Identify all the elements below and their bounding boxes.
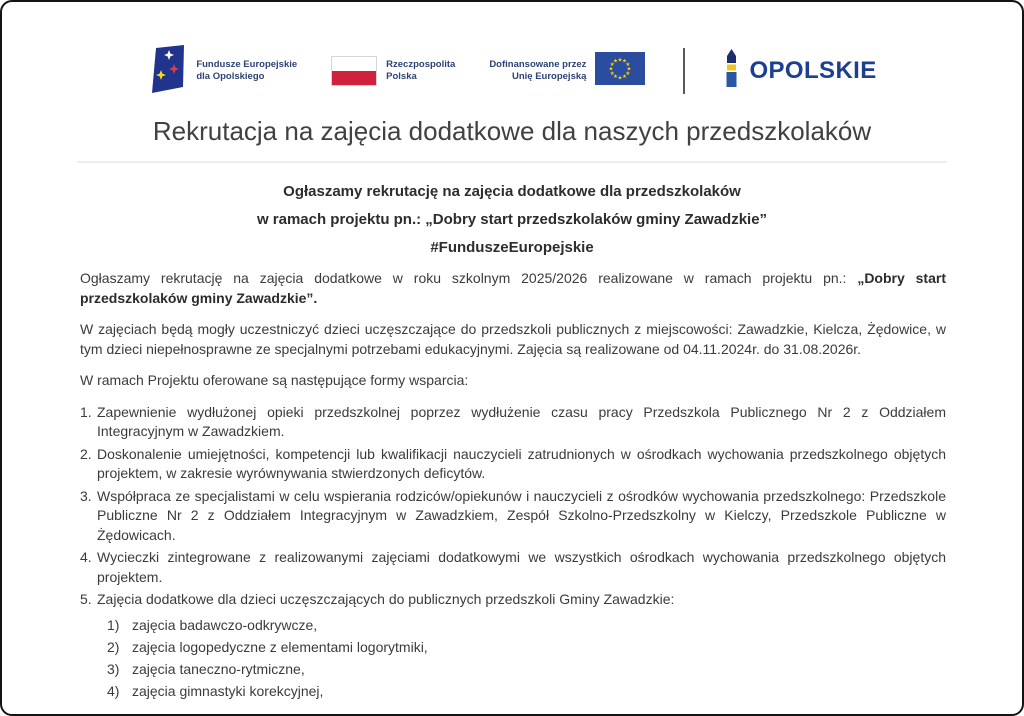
sublist-item-marker: 1) <box>107 616 120 633</box>
svg-text:★: ★ <box>610 61 616 68</box>
list-item-text: Wycieczki zintegrowane z realizowanymi zajęciami dodatkowymi we wszystkich ośrodkach wychowania przedszkolnego objętych projektem. <box>97 549 946 585</box>
intro-line-3-hashtag: #FunduszeEuropejskie <box>430 239 594 256</box>
list-item <box>80 487 946 546</box>
svg-text:★: ★ <box>613 74 619 81</box>
svg-text:★: ★ <box>622 74 628 81</box>
intro-line-2: w ramach projektu pn.: „Dobry start przedszkolaków gminy Zawadzkie” <box>256 211 768 228</box>
sublist-item-text: zajęcia logopedyczne z elementami logorytmiki, <box>132 638 428 655</box>
opolskie-wordmark: OPOLSKIE <box>749 57 877 84</box>
list-item-marker: 3. <box>80 487 92 504</box>
sublist-item-text: zajęcia taneczno-rytmiczne, <box>132 660 305 677</box>
svg-text:★: ★ <box>608 66 614 73</box>
list-item <box>80 445 946 484</box>
support-forms-list <box>80 403 946 702</box>
intro-block <box>2 184 1022 256</box>
logo-opolskie <box>723 49 876 94</box>
list-item <box>80 548 946 587</box>
svg-text:★: ★ <box>625 70 631 77</box>
svg-text:★: ★ <box>610 70 616 77</box>
eu-funding-label: Dofinansowane przez Unię Europejską <box>489 58 587 82</box>
sublist-item <box>107 638 946 658</box>
sublist-item-marker: 2) <box>107 638 120 655</box>
rzeczpospolita-polska-label: Rzeczpospolita Polska <box>386 58 456 82</box>
list-item-text: Doskonalenie umiejętności, kompetencji lub kwalifikacji nauczycieli zatrudnionych w ośrodkach wychowania przedszkolnego objętych projektem, w zakresie wyrównywania stwierdzonych deficytów. <box>97 445 946 481</box>
svg-text:★: ★ <box>617 57 623 64</box>
sublist-item <box>107 616 946 636</box>
logo-divider-bar <box>683 48 685 94</box>
article-body <box>80 269 946 701</box>
logo-rzeczpospolita-polska <box>331 56 455 86</box>
list-item-text: Współpraca ze specjalistami w celu wspierania rodziców/opiekunów i nauczycieli z ośrodków wychowania przedszkolnego: Przedszkole Publiczne Nr 2 z Oddziałem Integracyjnym w Zawadzkiem, Zespół Szkolno-Przedszkolny w Kielczy, Przedszkole Publiczne w Żędowicach. <box>97 487 946 543</box>
sublist-item <box>107 660 946 680</box>
sublist-item-marker: 3) <box>107 660 120 677</box>
sublist-item-marker: 4) <box>107 682 120 699</box>
sublist-item <box>107 682 946 702</box>
fundusze-europejskie-label: Fundusze Europejskie dla Opolskiego <box>196 58 298 82</box>
paragraph-announcement <box>80 269 946 308</box>
page-title: Rekrutacja na zajęcia dodatkowe dla naszych przedszkolaków <box>152 116 872 146</box>
funding-logos-row <box>2 44 1022 98</box>
title-divider <box>77 161 947 163</box>
svg-text:★: ★ <box>626 66 632 73</box>
list-item <box>80 590 946 610</box>
list-item-marker: 2. <box>80 445 92 462</box>
list-item-marker: 1. <box>80 403 92 420</box>
list-item-text: Zapewnienie wydłużonej opieki przedszkolnej poprzez wydłużenie czasu pracy Przedszkola Publicznego Nr 2 z Oddziałem Integracyjnym w Zawadzkiem. <box>97 403 946 439</box>
list-item-text: Zajęcia dodatkowe dla dzieci uczęszczających do publicznych przedszkoli Gminy Zawadzkie: <box>97 591 675 607</box>
list-item-marker: 4. <box>80 549 92 565</box>
list-item-marker: 5. <box>80 591 92 607</box>
logo-eu-funding <box>489 52 645 90</box>
fundusze-europejskie-flag-icon <box>147 44 187 99</box>
eu-flag-icon <box>595 52 645 90</box>
svg-text:★: ★ <box>613 58 619 65</box>
list-item <box>80 403 946 442</box>
paragraph-eligibility: W zajęciach będą mogły uczestniczyć dzieci uczęszczające do przedszkoli publicznych z miejscowości: Zawadzkie, Kielcza, Żędowice, w tym dzieci niepełnosprawne ze specjalnymi potrzebami edukacyjnymi. Zajęcia są realizowane od 04.11.2024r. do 31.08.2026r. <box>80 321 946 357</box>
svg-text:★: ★ <box>617 75 623 82</box>
sublist-item-text: zajęcia badawczo-odkrywcze, <box>132 616 318 633</box>
paragraph-support-forms-lead: W ramach Projektu oferowane są następujące formy wsparcia: <box>80 372 469 388</box>
project-name-bold: „Dobry start przedszkolaków gminy Zawadzkie”. <box>80 270 946 306</box>
svg-text:★: ★ <box>622 58 628 65</box>
additional-classes-sublist <box>107 616 946 702</box>
paragraph-announcement-text: Ogłaszamy rekrutację na zajęcia dodatkowe w roku szkolnym 2025/2026 realizowane w ramach projektu pn.: <box>80 270 858 286</box>
sublist-item-text: zajęcia gimnastyki korekcyjnej, <box>132 682 324 699</box>
poland-flag-icon <box>331 56 377 86</box>
logo-fundusze-europejskie <box>147 44 297 99</box>
opolskie-tower-icon <box>723 49 740 94</box>
intro-line-1: Ogłaszamy rekrutację na zajęcia dodatkowe dla przedszkolaków <box>283 183 741 200</box>
svg-text:★: ★ <box>625 61 631 68</box>
